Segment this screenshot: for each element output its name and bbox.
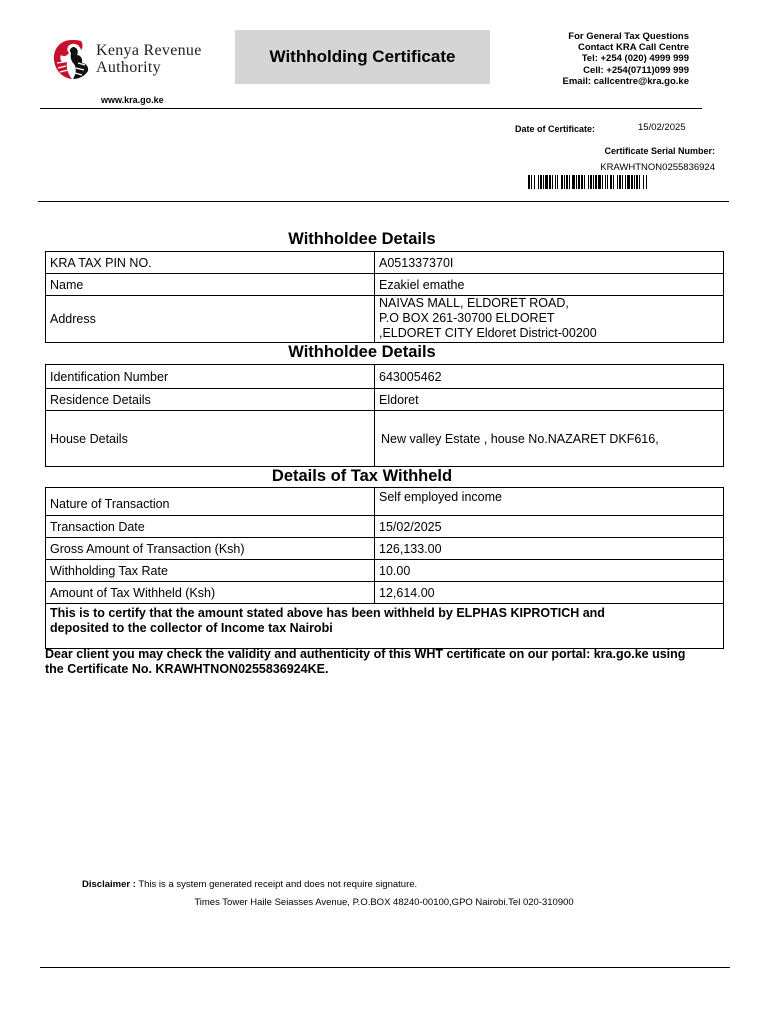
identification-label: Identification Number — [46, 365, 375, 389]
serial-number-value: KRAWHTNON0255836924 — [600, 162, 715, 173]
validation-line: the Certificate No. KRAWHTNON0255836924KE. — [45, 661, 329, 676]
address-value — [375, 296, 724, 343]
house-label: House Details — [46, 411, 375, 467]
pin-label: KRA TAX PIN NO. — [46, 252, 375, 274]
kra-lion-icon — [52, 38, 92, 80]
table-row — [46, 488, 724, 516]
barcode-icon — [528, 175, 711, 189]
identification-value: 643005462 — [375, 365, 724, 389]
header-divider — [40, 108, 702, 109]
gross-amount-value: 126,133.00 — [375, 538, 724, 560]
contact-line: Contact KRA Call Centre — [577, 42, 689, 54]
table-row — [46, 389, 724, 411]
logo-line2: Authority — [96, 59, 161, 76]
footer-divider — [40, 967, 730, 968]
contact-line: Cell: +254(0711)099 999 — [583, 64, 689, 76]
website-link[interactable]: www.kra.go.ke — [101, 95, 164, 105]
certification-line: deposited to the collector of Income tax Nairobi — [50, 621, 333, 635]
kra-logo — [52, 38, 232, 82]
validation-notice — [45, 647, 725, 676]
withholdee-identification-table — [45, 364, 724, 467]
house-value: New valley Estate , house No.NAZARET DKF616, — [375, 411, 724, 467]
contact-line: Tel: +254 (020) 4999 999 — [581, 53, 689, 65]
address-line: ,ELDORET CITY Eldoret District-00200 — [379, 326, 597, 340]
table-row — [46, 538, 724, 560]
residence-value: Eldoret — [375, 389, 724, 411]
table-row — [46, 411, 724, 467]
certification-statement — [45, 603, 724, 649]
disclaimer-label: Disclaimer : — [82, 879, 136, 890]
contact-block — [563, 31, 690, 87]
logo-line1: Kenya Revenue — [96, 42, 202, 59]
footer-address: Times Tower Haile Seiasses Avenue, P.O.BOX 48240-00100,GPO Nairobi.Tel 020-310900 — [194, 897, 574, 908]
address-line: P.O BOX 261-30700 ELDORET — [379, 311, 555, 325]
certification-line: This is to certify that the amount stated above has been withheld by ELPHAS KIPROTICH and — [50, 606, 605, 620]
transaction-date-label: Transaction Date — [46, 516, 375, 538]
tax-table — [45, 487, 724, 604]
table-row — [46, 560, 724, 582]
transaction-date-value: 15/02/2025 — [375, 516, 724, 538]
table-row — [46, 516, 724, 538]
contact-line: For General Tax Questions — [568, 31, 689, 42]
address-line: NAIVAS MALL, ELDORET ROAD, — [379, 296, 569, 310]
name-value: Ezakiel emathe — [375, 274, 724, 296]
section-title-tax: Details of Tax Withheld — [271, 467, 453, 485]
top-divider — [38, 201, 729, 202]
table-row — [46, 252, 724, 274]
gross-amount-label: Gross Amount of Transaction (Ksh) — [46, 538, 375, 560]
certificate-title: Withholding Certificate — [235, 30, 490, 84]
date-of-certificate-label: Date of Certificate: — [515, 124, 596, 134]
tax-rate-value: 10.00 — [375, 560, 724, 582]
withholdee-table — [45, 251, 724, 343]
validation-line: Dear client you may check the validity and authenticity of this WHT certificate on our portal: kra.go.ke using — [45, 647, 686, 661]
section-title-withholdee: Withholdee Details — [288, 230, 436, 248]
residence-label: Residence Details — [46, 389, 375, 411]
tax-rate-label: Withholding Tax Rate — [46, 560, 375, 582]
address-label: Address — [46, 296, 375, 343]
tax-withheld-label: Amount of Tax Withheld (Ksh) — [46, 582, 375, 604]
pin-value: A051337370I — [375, 252, 724, 274]
section-title-withholdee-2: Withholdee Details — [288, 343, 436, 361]
table-row — [46, 582, 724, 604]
serial-number-label: Certificate Serial Number: — [604, 146, 715, 156]
contact-email[interactable]: Email: callcentre@kra.go.ke — [562, 75, 689, 87]
nature-label: Nature of Transaction — [46, 488, 375, 516]
name-label: Name — [46, 274, 375, 296]
tax-withheld-value: 12,614.00 — [375, 582, 724, 604]
disclaimer — [82, 879, 417, 890]
table-row — [46, 274, 724, 296]
disclaimer-text: This is a system generated receipt and does not require signature. — [138, 879, 418, 890]
table-row — [46, 296, 724, 343]
date-of-certificate-value: 15/02/2025 — [638, 122, 686, 133]
table-row — [46, 365, 724, 389]
nature-value: Self employed income — [375, 488, 724, 516]
